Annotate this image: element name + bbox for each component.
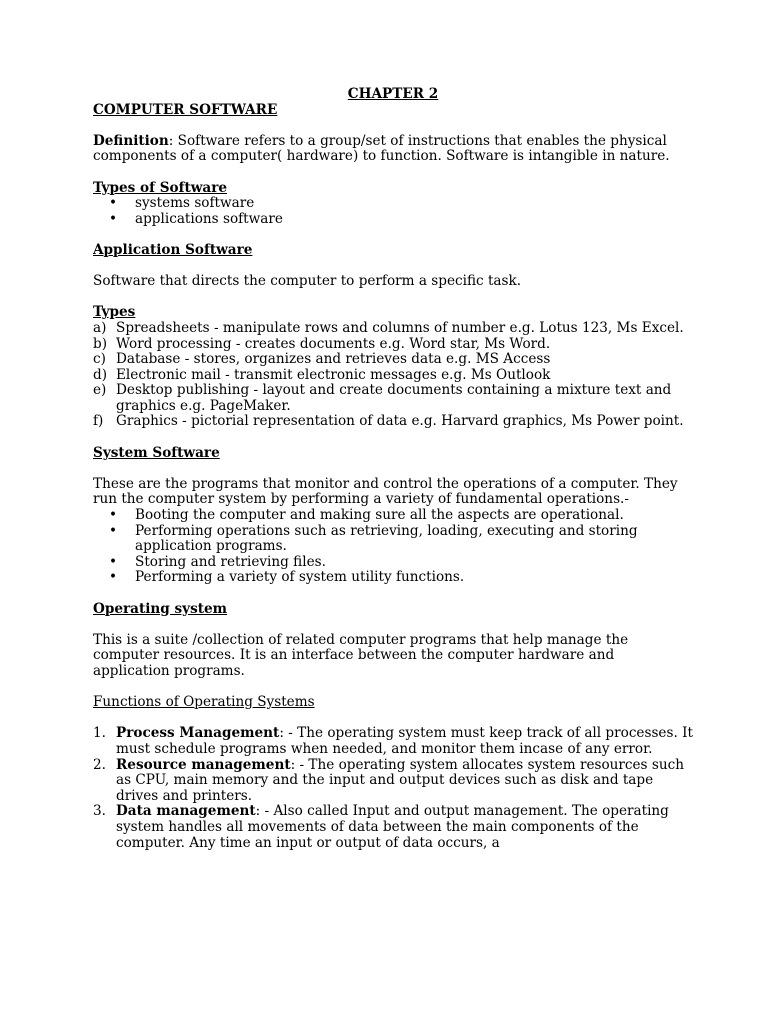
operating-system-heading: Operating system bbox=[93, 600, 228, 617]
definition-text: : Software refers to a group/set of instructions that enables the physical components of a computer( hardware) to function. Software is intangible in nature. bbox=[93, 132, 670, 165]
list-item: • systems software bbox=[109, 195, 255, 212]
functions-heading: Functions of Operating Systems bbox=[93, 694, 315, 711]
system-software-heading: System Software bbox=[93, 444, 220, 461]
system-software-text: These are the programs that monitor and control the operations of a computer. They run the computer system by performing a variety of fundamental operations.- bbox=[93, 475, 678, 508]
document-page bbox=[93, 87, 693, 851]
list-item: c) Database - stores, organizes and retrieves data e.g. MS Access bbox=[93, 351, 551, 368]
system-software-list bbox=[93, 508, 693, 586]
definition-label: Definition bbox=[93, 132, 169, 149]
list-item: 2. Resource management: - The operating system allocates system resources such as CPU, main memory and the input and output devices such as disk and tape drives and printers. bbox=[93, 756, 684, 804]
list-item: a) Spreadsheets - manipulate rows and columns of number e.g. Lotus 123, Ms Excel. bbox=[93, 319, 684, 336]
list-item: 1. Process Management: - The operating system must keep track of all processes. It must schedule programs when needed, and monitor them incase of any error. bbox=[93, 725, 693, 757]
bullet-icon: • bbox=[109, 195, 118, 212]
list-item: f) Graphics - pictorial representation of data e.g. Harvard graphics, Ms Power point. bbox=[93, 413, 684, 430]
definition-paragraph bbox=[93, 134, 693, 165]
list-item: • Performing a variety of system utility functions. bbox=[109, 569, 465, 586]
document-title: COMPUTER SOFTWARE bbox=[93, 101, 278, 118]
bullet-icon: • bbox=[109, 210, 118, 227]
list-item: • Storing and retrieving files. bbox=[109, 553, 326, 570]
bullet-icon: • bbox=[109, 507, 118, 524]
chapter-heading: CHAPTER 2 bbox=[347, 86, 439, 102]
bullet-icon: • bbox=[109, 553, 118, 570]
list-item: • applications software bbox=[109, 210, 283, 227]
application-software-heading: Application Software bbox=[93, 241, 253, 258]
operating-system-text: This is a suite /collection of related computer programs that help manage the computer resources. It is an interface between the computer hardware and application programs. bbox=[93, 631, 629, 679]
functions-list bbox=[93, 726, 693, 851]
types-heading: Types bbox=[93, 304, 136, 321]
list-item: b) Word processing - creates documents e.g. Word star, Ms Word. bbox=[93, 335, 551, 352]
application-software-text: Software that directs the computer to perform a specific task. bbox=[93, 273, 522, 290]
list-item: e) Desktop publishing - layout and create documents containing a mixture text and graphics e.g. PageMaker. bbox=[93, 382, 672, 414]
types-list bbox=[93, 321, 693, 430]
list-item: • Booting the computer and making sure all the aspects are operational. bbox=[109, 507, 624, 524]
types-of-software-list bbox=[93, 196, 693, 227]
types-of-software-heading: Types of Software bbox=[93, 179, 228, 196]
list-item: d) Electronic mail - transmit electronic messages e.g. Ms Outlook bbox=[93, 366, 551, 383]
list-item: • Performing operations such as retrieving, loading, executing and storing application programs. bbox=[109, 522, 638, 555]
bullet-icon: • bbox=[109, 569, 118, 586]
bullet-icon: • bbox=[109, 522, 118, 539]
list-item: 3. Data management: - Also called Input and output management. The operating system handles all movements of data between the main components of the computer. Any time an input or output of data occurs, a bbox=[93, 803, 669, 851]
